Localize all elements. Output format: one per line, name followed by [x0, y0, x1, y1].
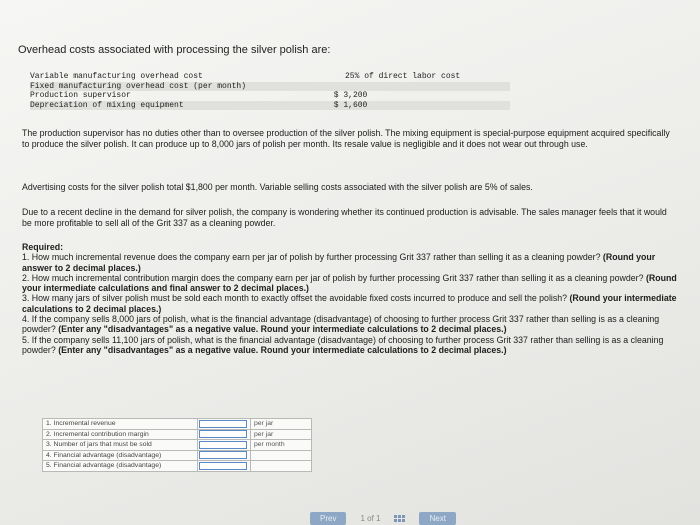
cost-amount: $ 3,200	[333, 91, 368, 100]
answer-cell	[198, 440, 251, 451]
question-text: 2. How much incremental contribution margin does the company earn per jar of polish by further processing Grit 337 rather than selling it as a cleaning powder?	[22, 272, 646, 283]
grid-icon[interactable]	[394, 515, 405, 522]
required-item-1	[22, 252, 677, 273]
required-item-4	[22, 314, 677, 335]
answer-unit: per month	[251, 440, 312, 451]
answer-row	[43, 419, 312, 430]
answer-cell	[198, 450, 251, 461]
cost-label: Production supervisor	[30, 91, 131, 100]
cost-row-supervisor	[30, 91, 510, 101]
required-section	[22, 242, 677, 355]
supervisor-paragraph: The production supervisor has no duties other than to oversee production of the silver polish. The mixing equipment is special-purpose equipment acquired specifically to produce the silver polish. It can produce up to 8,000 jars of polish per month. Its resale value is negligible and it does not wear out through use.	[22, 128, 670, 149]
question-text: 3. How many jars of silver polish must be sold each month to exactly offset the avoidable fixed costs incurred to produce and sell the polish?	[22, 293, 570, 304]
cost-row-fixed	[30, 82, 510, 92]
answer-unit	[251, 450, 312, 461]
answer-input-3[interactable]	[199, 441, 247, 449]
question-text: 1. How much incremental revenue does the company earn per jar of polish by further processing Grit 337 rather than selling it as a cleaning powder?	[22, 252, 603, 263]
answer-row	[43, 440, 312, 451]
answer-table	[42, 418, 312, 472]
answer-unit	[251, 461, 312, 472]
answer-row	[43, 429, 312, 440]
next-button[interactable]: Next	[419, 512, 455, 525]
required-item-3	[22, 293, 677, 314]
cost-amount: 25% of direct labor cost	[345, 72, 461, 81]
answer-row	[43, 461, 312, 472]
answer-unit: per jar	[251, 419, 312, 430]
question-instruction: (Round your answer to 2 decimal places.)	[22, 252, 656, 273]
answer-row	[43, 450, 312, 461]
question-text: 5. If the company sells 11,100 jars of polish, what is the financial advantage (disadvantage) of choosing to further process Grit 337 rather than selling is as a cleaning powder?	[22, 334, 664, 355]
answer-label: 3. Number of jars that must be sold	[43, 440, 198, 451]
answer-label: 5. Financial advantage (disadvantage)	[43, 461, 198, 472]
overhead-heading: Overhead costs associated with processing the silver polish are:	[18, 44, 331, 56]
required-item-2	[22, 273, 677, 294]
cost-label: Variable manufacturing overhead cost	[30, 72, 203, 81]
cost-label: Depreciation of mixing equipment	[30, 100, 184, 110]
answer-label: 1. Incremental revenue	[43, 419, 198, 430]
answer-cell	[198, 419, 251, 430]
cost-row-depreciation	[30, 101, 510, 111]
answer-label: 4. Financial advantage (disadvantage)	[43, 450, 198, 461]
prev-button[interactable]: Prev	[310, 512, 346, 525]
question-instruction: (Enter any "disadvantages" as a negative value. Round your intermediate calculations to 2 decimal places.)	[58, 344, 507, 355]
required-title: Required:	[22, 242, 64, 252]
answer-input-4[interactable]	[199, 451, 247, 459]
demand-paragraph: Due to a recent decline in the demand for silver polish, the company is wondering whether its continued production is advisable. The sales manager feels that it would be more profitable to sell all of the Grit 337 as a cleaning powder.	[22, 207, 667, 228]
answer-cell	[198, 429, 251, 440]
overhead-cost-table	[30, 72, 510, 110]
question-instruction: (Round your intermediate calculations and final answer to 2 decimal places.)	[22, 272, 677, 294]
page-indicator: 1 of 1	[360, 514, 381, 523]
advertising-paragraph: Advertising costs for the silver polish total $1,800 per month. Variable selling costs associated with the silver polish are 5% of sales.	[22, 182, 533, 192]
answer-input-5[interactable]	[199, 462, 247, 470]
cost-label: Fixed manufacturing overhead cost (per month)	[30, 81, 247, 91]
answer-cell	[198, 461, 251, 472]
question-instruction: (Round your intermediate calculations to 2 decimal places.)	[22, 293, 677, 314]
answer-label: 2. Incremental contribution margin	[43, 429, 198, 440]
answer-input-1[interactable]	[199, 420, 247, 428]
question-text: 4. If the company sells 8,000 jars of polish, what is the financial advantage (disadvantage) of choosing to further process Grit 337 rather than selling is as a cleaning powder?	[22, 314, 660, 335]
cost-amount: $ 1,600	[333, 100, 368, 110]
question-instruction: (Enter any "disadvantages" as a negative value. Round your intermediate calculations to 2 decimal places.)	[58, 324, 507, 335]
required-item-5	[22, 335, 677, 356]
answer-unit: per jar	[251, 429, 312, 440]
cost-row-variable	[30, 72, 510, 82]
cost-amount	[330, 82, 510, 92]
answer-input-2[interactable]	[199, 430, 247, 438]
pagination-bar	[310, 512, 456, 525]
